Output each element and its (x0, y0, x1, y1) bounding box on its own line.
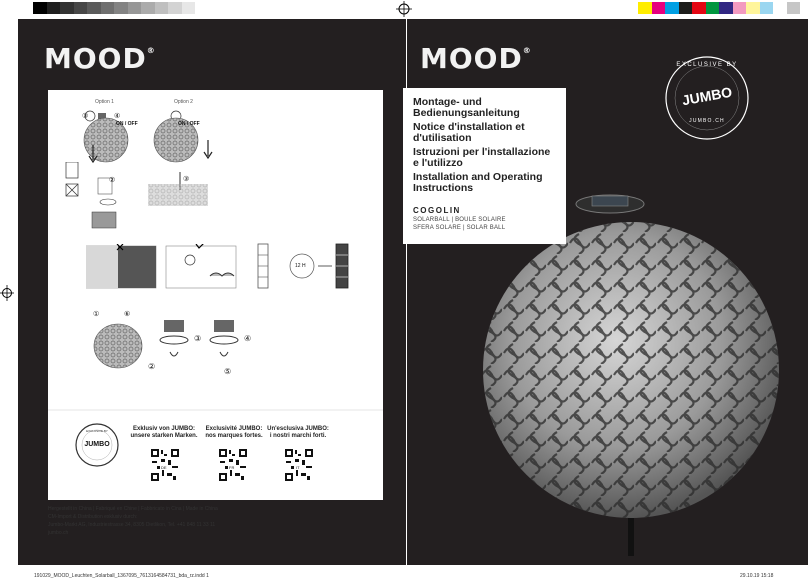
color-swatch (665, 2, 679, 14)
color-swatch (706, 2, 720, 14)
step-6-marker: ⑥ (124, 311, 131, 318)
instructions-panel (48, 90, 383, 500)
color-swatch (652, 2, 666, 14)
qr-label-fr: FR (229, 465, 235, 470)
grey-swatch (168, 2, 182, 14)
color-swatch-bar (638, 2, 800, 14)
color-swatch (760, 2, 774, 14)
option-1-label: Option 1 (95, 99, 114, 105)
grey-swatch (141, 2, 155, 14)
grey-swatch-bar (33, 2, 195, 14)
footer-origin: Hergestellt in China | Fabriqué en Chine | Fabbricato in Cina | Made in China (48, 506, 218, 512)
brand-logo-left: MOOD® (44, 42, 156, 75)
grey-swatch (182, 2, 196, 14)
product-subtitle-2: SFERA SOLARE | SOLAR BALL (413, 225, 506, 231)
qr-label-de: DE (161, 465, 167, 470)
registration-mark-icon (0, 285, 14, 301)
exclusive-text-de: Exklusiv von JUMBO: unsere starken Marken. (130, 426, 198, 439)
color-swatch (787, 2, 801, 14)
color-swatch (638, 2, 652, 14)
grey-swatch (155, 2, 169, 14)
solar-ball-product-image (480, 188, 806, 563)
print-date: 29.10.19 15:18 (740, 573, 774, 579)
badge-large-main: JUMBO (680, 83, 734, 109)
brand-logo-right: MOOD® (420, 42, 532, 75)
badge-large-top: EXCLUSIVE BY (676, 62, 738, 68)
footer-website: jumbo.ch (48, 530, 69, 536)
exclusive-text-it: Un'esclusiva JUMBO: i nostri marchi forti. (267, 426, 329, 439)
qr-label-it: IT (296, 465, 300, 470)
color-swatch (719, 2, 733, 14)
placement-illustration (86, 244, 246, 290)
grey-swatch (74, 2, 88, 14)
title-it-1: Istruzioni per l'installazione (413, 146, 551, 158)
option-2-label: Option 2 (174, 99, 193, 105)
on-off-label-1: ON / OFF (116, 121, 138, 127)
color-swatch (679, 2, 693, 14)
grey-swatch (33, 2, 47, 14)
step-5-marker: ⑤ (224, 367, 232, 376)
title-de-2: Bedienungsanleitung (413, 107, 520, 119)
on-off-label-2: ON / OFF (178, 121, 200, 127)
exclusive-text-fr: Exclusivité JUMBO: nos marques fortes. (205, 426, 263, 439)
mounting-step-icon (62, 162, 84, 222)
grey-swatch (60, 2, 74, 14)
option-1-illustration (78, 110, 138, 230)
title-box (403, 88, 566, 244)
step-3-marker: ③ (82, 113, 89, 120)
title-de-1: Montage- und (413, 96, 482, 108)
step-3-marker: ③ (194, 334, 202, 343)
step-4-marker: ④ (114, 113, 121, 120)
title-en-1: Installation and Operating (413, 171, 543, 183)
step-2-marker: ② (148, 362, 156, 371)
title-fr-1: Notice d'installation et (413, 121, 525, 133)
badge-top-text: EXCLUSIVE BY (86, 429, 108, 433)
color-swatch (773, 2, 787, 14)
step-4-marker: ④ (244, 334, 252, 343)
step-2-marker: ② (109, 177, 116, 184)
title-en-2: Instructions (413, 182, 474, 194)
title-fr-2: d'utilisation (413, 132, 472, 144)
grey-swatch (87, 2, 101, 14)
print-file-info: 191029_MOOD_Leuchten_Solarball_1367095_7613164584731_bda_rz.indd 1 (34, 573, 209, 579)
battery-replacement-illustration (86, 310, 316, 385)
step-3-marker: ③ (183, 176, 190, 183)
title-it-2: e l'utilizzo (413, 157, 463, 169)
color-swatch (692, 2, 706, 14)
footer-address: Jumbo-Markt AG, Industriestrasse 34, 8305 Dietlikon, Tel. +41 848 11 33 11 (48, 522, 216, 528)
charging-illustration (256, 242, 356, 292)
registration-mark-icon (396, 1, 412, 17)
color-swatch (733, 2, 747, 14)
product-name: COGOLIN (413, 206, 461, 215)
grey-swatch (101, 2, 115, 14)
badge-large-bottom: JUMBO.CH (689, 118, 725, 124)
step-1-marker: ① (93, 311, 100, 318)
grey-swatch (128, 2, 142, 14)
grey-swatch (114, 2, 128, 14)
footer-distribution: CM-Import & Distribution exklusiv durch: (48, 514, 138, 520)
badge-jumbo-text: JUMBO (84, 441, 110, 448)
grey-swatch (47, 2, 61, 14)
timer-label: 12 H (295, 263, 306, 269)
color-swatch (746, 2, 760, 14)
product-subtitle-1: SOLARBALL | BOULE SOLAIRE (413, 217, 506, 223)
